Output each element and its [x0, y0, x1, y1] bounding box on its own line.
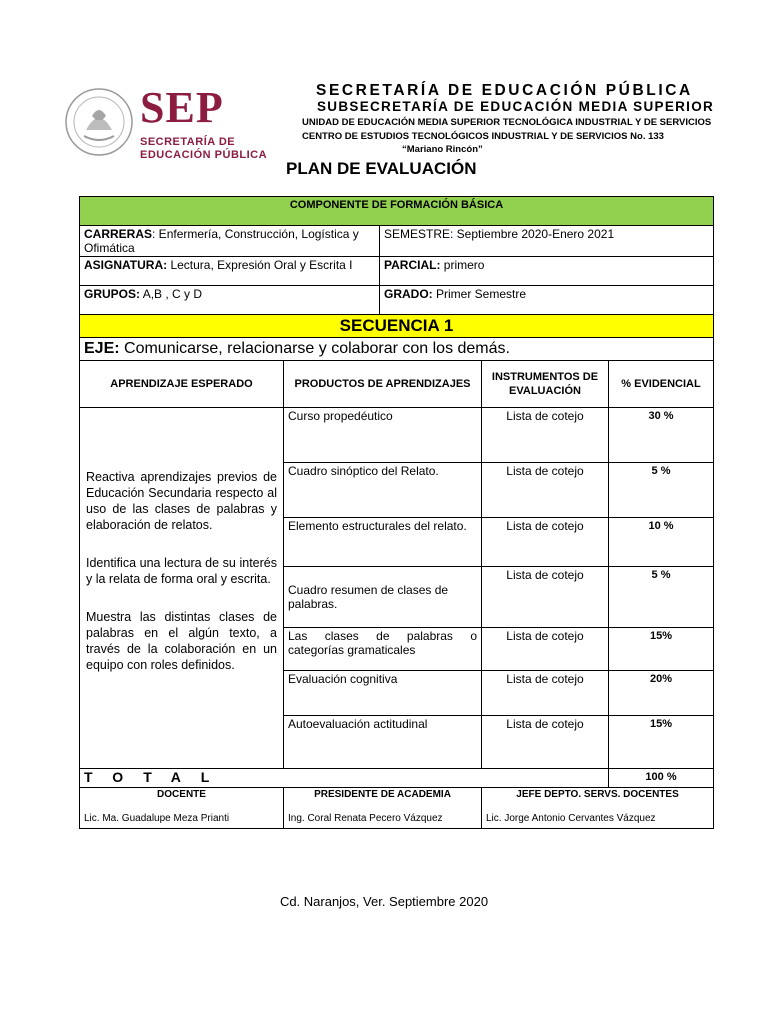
footer-place-date: Cd. Naranjos, Ver. Septiembre 2020: [279, 894, 489, 909]
jefe-heading: JEFE DEPTO. SERVS. DOCENTES: [516, 789, 679, 800]
carreras-cell: CARRERAS: Enfermería, Construcción, Logística y Ofimática: [80, 226, 380, 257]
presidente-heading: PRESIDENTE DE ACADEMIA: [314, 789, 451, 800]
sep-logo-subtitle: SECRETARÍA DE EDUCACIÓN PÚBLICA: [140, 136, 268, 161]
component-header: COMPONENTE DE FORMACIÓN BÁSICA: [80, 197, 714, 226]
instrumento-cell: Lista de cotejo: [482, 463, 609, 518]
pct-cell: 20%: [609, 671, 714, 716]
aprendizaje-esperado-cell: [80, 408, 284, 769]
pct-cell: 15%: [609, 628, 714, 671]
instrumento-cell: Lista de cotejo: [482, 567, 609, 628]
instrumento-cell: Lista de cotejo: [482, 716, 609, 769]
grupos-cell: GRUPOS: A,B , C y D: [80, 286, 380, 315]
header-subtitle: SUBSECRETARÍA DE EDUCACIÓN MEDIA SUPERIOR: [317, 99, 715, 114]
instrumento-cell: Lista de cotejo: [482, 671, 609, 716]
producto-cell: Curso propedéutico: [284, 408, 482, 463]
producto-cell: Cuadro resumen de clases de palabras.: [284, 567, 482, 628]
producto-cell: Elemento estructurales del relato.: [284, 518, 482, 567]
col-productos: PRODUCTOS DE APRENDIZAJES: [284, 361, 482, 408]
docente-name: Lic. Ma. Guadalupe Meza Prianti: [84, 813, 230, 824]
secuencia-title: SECUENCIA 1: [80, 315, 714, 338]
jefe-name: Lic. Jorge Antonio Cervantes Vázquez: [486, 813, 656, 824]
pct-cell: 5 %: [609, 463, 714, 518]
semestre-cell: SEMESTRE: Septiembre 2020-Enero 2021: [380, 226, 714, 257]
presidente-name: Ing. Coral Renata Pecero Vázquez: [288, 813, 443, 824]
presidente-cell: [284, 788, 482, 829]
instrumento-cell: Lista de cotejo: [482, 408, 609, 463]
docente-heading: DOCENTE: [157, 789, 206, 800]
eje-row: EJE: Comunicarse, relacionarse y colaborar con los demás.: [80, 338, 714, 361]
aprendizaje-1: Reactiva aprendizajes previos de Educación Secundaria respecto al uso de las clases de palabras y elaboración de relatos.: [86, 470, 277, 532]
producto-cell: Evaluación cognitiva: [284, 671, 482, 716]
col-evidencial: % EVIDENCIAL: [609, 361, 714, 408]
aprendizaje-2: Identifica una lectura de su interés y la relata de forma oral y escrita.: [86, 556, 277, 586]
total-value: 100 %: [609, 769, 714, 788]
header-title: SECRETARÍA DE EDUCACIÓN PÚBLICA: [316, 82, 693, 99]
pct-cell: 15%: [609, 716, 714, 769]
jefe-cell: [482, 788, 714, 829]
total-label: TOTAL: [80, 769, 609, 788]
producto-cell: Cuadro sinóptico del Relato.: [284, 463, 482, 518]
instrumento-cell: Lista de cotejo: [482, 518, 609, 567]
producto-cell: Autoevaluación actitudinal: [284, 716, 482, 769]
header-school: CENTRO DE ESTUDIOS TECNOLÓGICOS INDUSTRIAL Y DE SERVICIOS No. 133: [302, 131, 664, 142]
producto-cell: Las clases de palabras o categorías gramaticales: [284, 628, 482, 671]
plan-title: PLAN DE EVALUACIÓN: [286, 159, 477, 178]
col-aprendizaje: APRENDIZAJE ESPERADO: [80, 361, 284, 408]
header-school-name: “Mariano Rincón”: [402, 144, 483, 155]
pct-cell: 10 %: [609, 518, 714, 567]
instrumento-cell: Lista de cotejo: [482, 628, 609, 671]
sep-logo: SEP: [140, 83, 224, 132]
pct-cell: 30 %: [609, 408, 714, 463]
evaluation-table: [79, 196, 714, 829]
pct-cell: 5 %: [609, 567, 714, 628]
col-instrumentos: INSTRUMENTOS DE EVALUACIÓN: [482, 361, 609, 408]
aprendizaje-3: Muestra las distintas clases de palabras en el algún texto, a través de la colaboración en un equipo con roles definidos.: [86, 610, 277, 672]
docente-cell: [80, 788, 284, 829]
parcial-cell: PARCIAL: primero: [380, 257, 714, 286]
national-seal-icon: [64, 86, 134, 158]
header-unit: UNIDAD DE EDUCACIÓN MEDIA SUPERIOR TECNOLÓGICA INDUSTRIAL Y DE SERVICIOS: [302, 117, 712, 128]
grado-cell: GRADO: Primer Semestre: [380, 286, 714, 315]
asignatura-cell: ASIGNATURA: Lectura, Expresión Oral y Escrita I: [80, 257, 380, 286]
